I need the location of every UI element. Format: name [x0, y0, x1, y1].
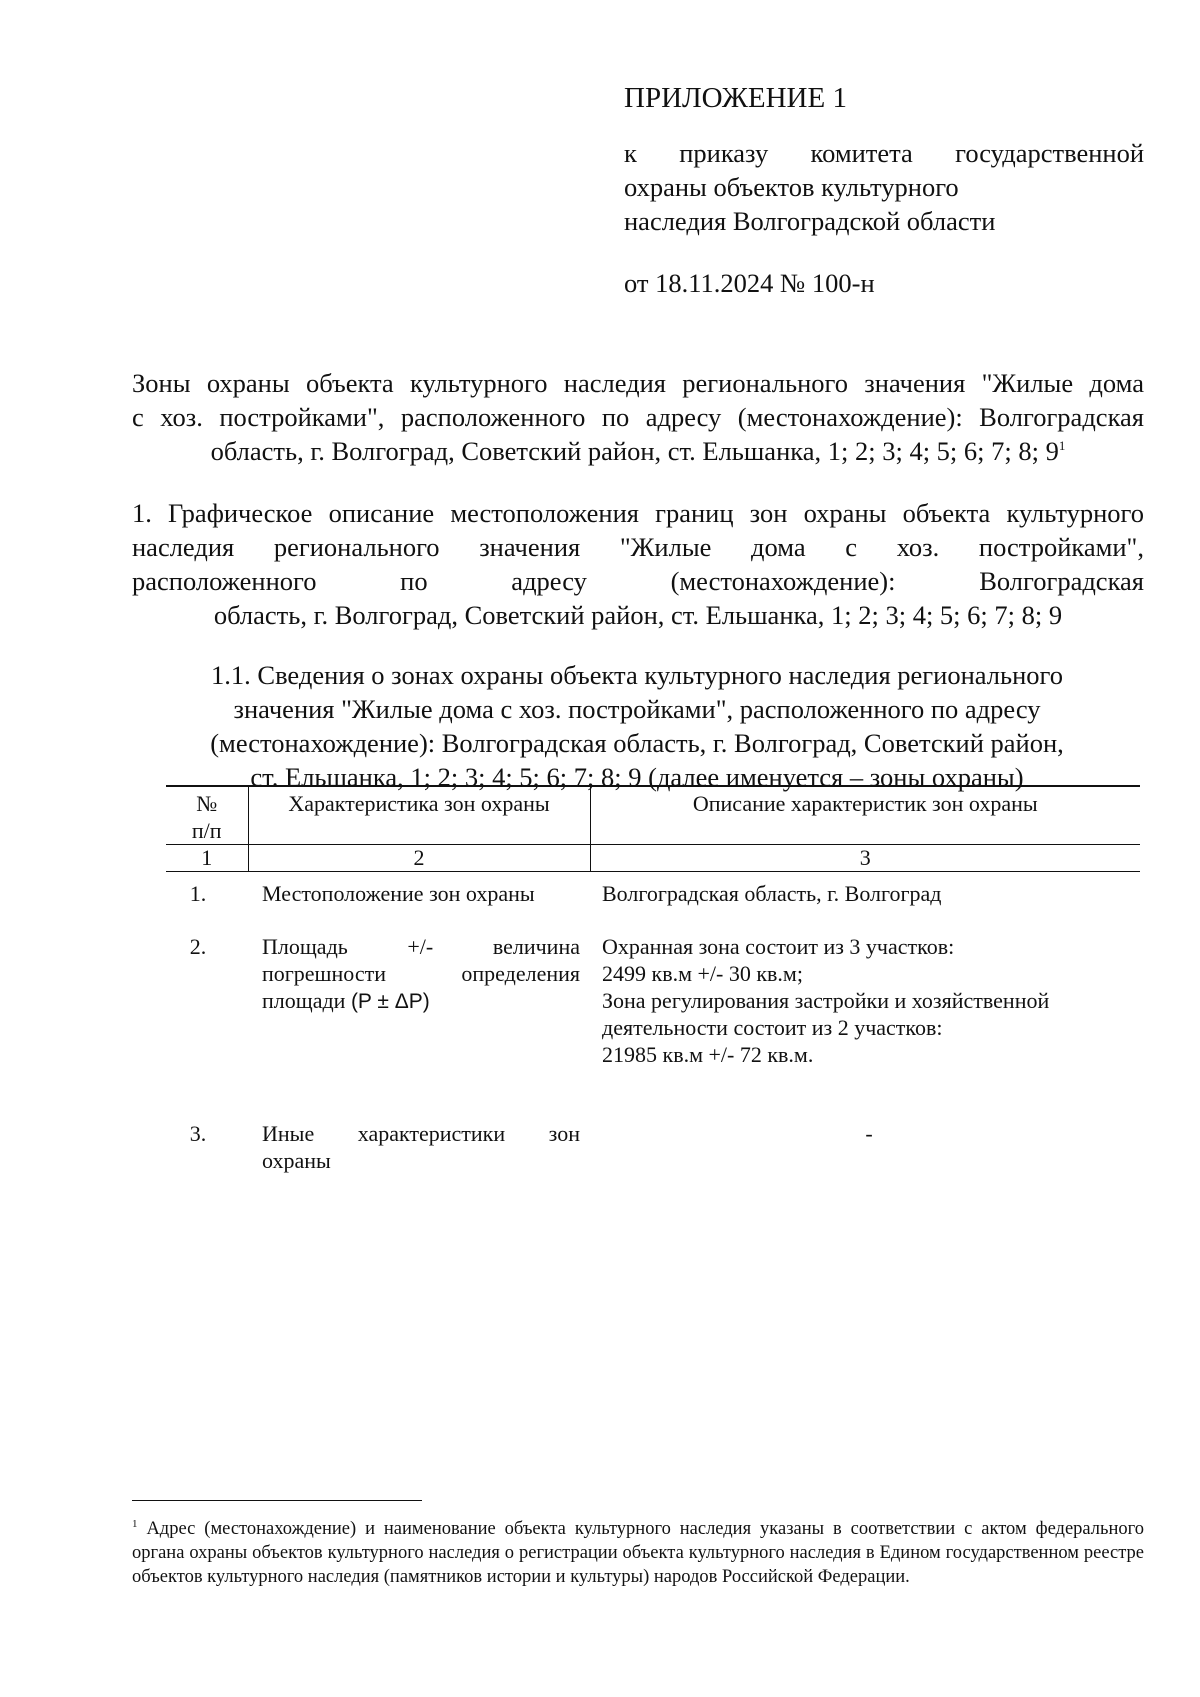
footnote [132, 1517, 1144, 1589]
row-number: 1. [189, 881, 207, 906]
row-number: 3. [189, 1121, 207, 1146]
row-description [590, 872, 1140, 908]
document-title [132, 366, 1144, 468]
appendix-reference [624, 136, 1144, 238]
subsection-line: ст. Ельшанка, 1; 2; 3; 4; 5; 6; 7; 8; 9 (далее именуется – зоны охраны) [250, 762, 1024, 792]
characteristic-line: Площадь +/- величина [262, 934, 580, 959]
section-line: наследия регионального значения "Жилые дома с хоз. постройками", [132, 532, 1144, 562]
description-line: деятельности состоит из 2 участков: [602, 1015, 943, 1040]
footnote-separator [132, 1500, 422, 1501]
reference-line: к приказу комитета государственной [624, 138, 1144, 168]
area-formula: (P ± ΔP) [350, 990, 430, 1013]
characteristic-line [262, 987, 580, 1015]
subsection-heading [162, 658, 1112, 794]
row-description [590, 1120, 1140, 1174]
description-line: - [865, 1121, 873, 1146]
title-line: Зоны охраны объекта культурного наследия регионального значения "Жилые дома [132, 368, 1144, 398]
protection-zones-table [166, 785, 1140, 1174]
title-line-text: область, г. Волгоград, Советский район, ст. Ельшанка, 1; 2; 3; 4; 5; 6; 7; 8; 9 [210, 436, 1059, 466]
characteristic-text: площади [262, 988, 346, 1013]
description-line: Зона регулирования застройки и хозяйственной [602, 988, 1050, 1013]
header-cell-description: Описание характеристик зон охраны [590, 786, 1140, 845]
row-number: 2. [189, 934, 207, 959]
row-characteristic [248, 1120, 590, 1174]
description-line: Охранная зона состоит из 3 участков: [602, 934, 955, 959]
column-number: 3 [590, 845, 1140, 872]
title-line: с хоз. постройками", расположенного по адресу (местонахождение): Волгоградская [132, 402, 1144, 432]
section-line: область, г. Волгоград, Советский район, ст. Ельшанка, 1; 2; 3; 4; 5; 6; 7; 8; 9 [213, 600, 1063, 630]
row-spacer [166, 1068, 1140, 1094]
table-row [166, 1120, 1140, 1174]
section-line: 1. Графическое описание местоположения границ зон охраны объекта культурного [132, 498, 1144, 528]
section-line: расположенного по адресу (местонахождение): Волгоградская [132, 566, 1144, 596]
subsection-line: 1.1. Сведения о зонах охраны объекта культурного наследия регионального [211, 660, 1063, 690]
footnote-mark: 1 [1058, 438, 1066, 454]
column-number-row [166, 845, 1140, 872]
appendix-title: ПРИЛОЖЕНИЕ 1 [624, 82, 847, 114]
characteristic-line: погрешности определения [262, 961, 580, 986]
reference-line: охраны объектов культурного [624, 172, 959, 202]
header-number-sign: № [196, 791, 218, 816]
reference-line: наследия Волгоградской области [624, 206, 996, 236]
characteristic-line: охраны [262, 1148, 331, 1173]
header-number-label: п/п [191, 818, 222, 843]
table-header-row [166, 786, 1140, 845]
footnote-number: 1 [132, 1517, 138, 1530]
subsection-line: (местонахождение): Волгоградская область, г. Волгоград, Советский район, [210, 728, 1064, 758]
column-number: 1 [166, 845, 248, 872]
characteristic-line: Иные характеристики зон [262, 1121, 580, 1146]
table-row [166, 872, 1140, 908]
description-line: 21985 кв.м +/- 72 кв.м. [602, 1042, 814, 1067]
row-description [590, 933, 1140, 1068]
order-date: от 18.11.2024 № 100-н [624, 268, 875, 298]
row-spacer [166, 907, 1140, 933]
title-line [132, 434, 1144, 468]
section-heading [132, 496, 1144, 632]
header-cell-number [166, 786, 248, 845]
header-cell-characteristic: Характеристика зон охраны [248, 786, 590, 845]
description-line: 2499 кв.м +/- 30 кв.м; [602, 961, 803, 986]
row-characteristic [248, 872, 590, 908]
row-characteristic [248, 933, 590, 1068]
row-spacer [166, 1094, 1140, 1120]
footnote-text: Адрес (местонахождение) и наименование объекта культурного наследия указаны в соответствии с актом федерального органа охраны объектов культурного наследия о регистрации объекта культурного наследия в Едином государственном реестре объектов культурного наследия (памятников истории и культуры) народов Российской Федерации. [132, 1519, 1144, 1587]
description-line: Волгоградская область, г. Волгоград [602, 881, 942, 906]
subsection-line: значения "Жилые дома с хоз. постройками", расположенного по адресу [233, 694, 1041, 724]
table-row [166, 933, 1140, 1068]
characteristic-line: Местоположение зон охраны [262, 881, 535, 906]
column-number: 2 [248, 845, 590, 872]
